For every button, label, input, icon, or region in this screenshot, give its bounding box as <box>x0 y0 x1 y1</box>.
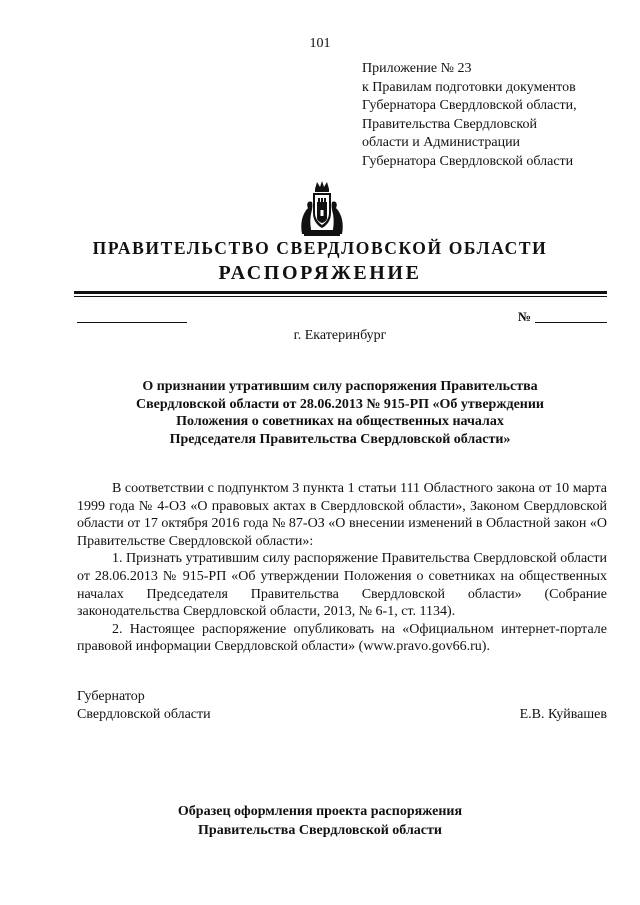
page-number: 101 <box>309 36 331 51</box>
header-rule-thick <box>74 291 607 294</box>
date-field-line <box>77 322 187 323</box>
document-type: РАСПОРЯЖЕНИЕ <box>218 262 422 284</box>
sample-caption-line: Образец оформления проекта распоряжения <box>177 804 463 819</box>
organization-name: ПРАВИТЕЛЬСТВО СВЕРДЛОВСКОЙ ОБЛАСТИ <box>92 238 548 258</box>
header-rule-thin <box>74 296 607 297</box>
document-title <box>90 378 590 448</box>
appendix-line: Правительства Свердловской <box>362 116 537 132</box>
appendix-line: Губернатора Свердловской области, <box>362 98 577 113</box>
number-label: № <box>518 309 532 324</box>
body-paragraph: 1. Признать утратившим силу распоряжение Правительства Свердловской области от 28.06.2013 № 915-РП «Об утверждении Положения о советниках на общественных началах Председателя Правительства Свердловской области» (Собрание законодательства Свердловской области, 2013, № 6-1, ст. 1134). <box>77 551 607 620</box>
appendix-line: к Правилам подготовки документов <box>362 79 576 95</box>
title-line: О признании утратившим силу распоряжения Правительства <box>142 379 538 394</box>
appendix-line: Приложение № 23 <box>362 61 472 76</box>
title-line: Свердловской области от 28.06.2013 № 915-РП «Об утверждении <box>136 396 544 412</box>
appendix-block <box>362 60 630 171</box>
appendix-line: области и Администрации <box>362 135 521 150</box>
body-paragraph: 2. Настоящее распоряжение опубликовать на «Официальном интернет-портале правовой информации Свердловской области» (www.pravo.gov66.ru). <box>77 621 607 655</box>
body-paragraph: В соответствии с подпунктом 3 пункта 1 статьи 111 Областного закона от 10 марта 1999 года № 4-ОЗ «О правовых актах в Свердловской области», Законом Свердловской области от 17 октября 2016 года № 87-ОЗ «О внесении изменений в Областной закон «О Правительстве Свердловской области»: <box>77 481 607 549</box>
sample-caption-line: Правительства Свердловской области <box>198 823 442 838</box>
coat-of-arms-icon <box>298 180 346 238</box>
appendix-line: Губернатора Свердловской области <box>362 153 574 169</box>
signature-block <box>77 688 607 724</box>
signatory-position: Губернатор <box>77 689 145 704</box>
signatory-name: Е.В. Куйвашев <box>519 707 607 722</box>
document-body <box>77 480 607 656</box>
signatory-position-region: Свердловской области <box>77 707 211 722</box>
number-field-line <box>535 322 607 323</box>
sample-caption <box>0 802 640 840</box>
title-line: Положения о советниках на общественных началах <box>176 414 504 429</box>
city-name: г. Екатеринбург <box>293 328 387 343</box>
title-line: Председателя Правительства Свердловской области» <box>169 431 511 447</box>
